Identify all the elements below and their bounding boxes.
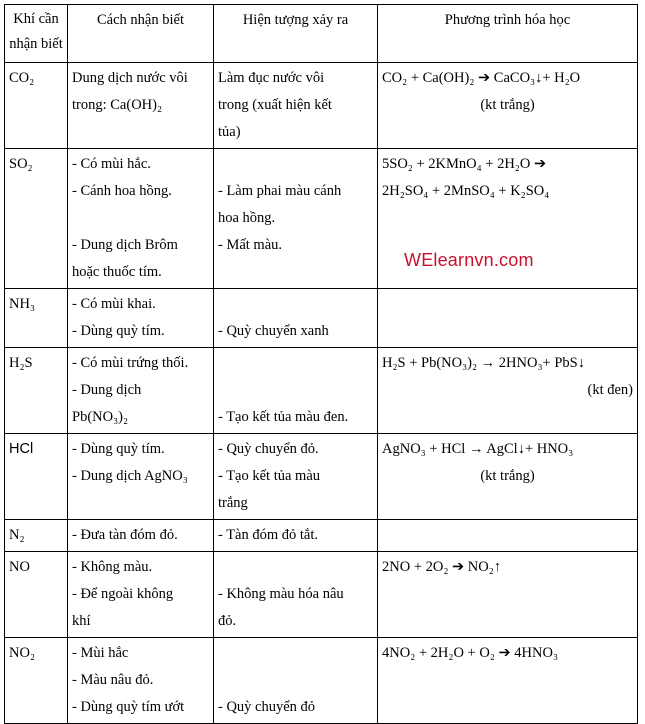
table-row [5,434,638,520]
phenomenon-cell [214,552,378,638]
equation-note: (kt trắng) [480,468,535,484]
phenomenon-line: - Tạo kết tủa màu đen. [218,409,349,425]
table-row [5,63,638,149]
equation-line: 4NO₂ + 2H₂O + O₂ ➔ 4HNO₃ [382,645,558,661]
header-equation [378,5,638,63]
table-row [5,149,638,289]
watermark: WElearnvn.com [404,250,534,270]
phenomenon-cell [214,289,378,348]
equation-note: (kt trắng) [480,97,535,113]
method-line: - Dung dịch AgNO₃ [72,468,188,484]
gas-name: H₂S [9,355,33,371]
equation-line: 2H₂SO₄ + 2MnSO₄ + K₂SO₄ [382,183,550,199]
method-cell [68,638,214,724]
equation-line: 2NO + 2O₂ ➔ NO₂↑ [382,559,502,575]
gas-name: NH₃ [9,296,35,312]
method-cell [68,520,214,552]
phenomenon-line: hoa hồng. [218,210,276,226]
phenomenon-line: đỏ. [218,613,237,629]
phenomenon-line: tủa) [218,124,241,140]
table-row [5,348,638,434]
gas-name: NO₂ [9,645,35,661]
header-gas-text: Khí cần nhận biết [9,11,63,52]
method-line: - Dùng quỳ tím ướt [72,699,185,715]
gas-name: N₂ [9,527,25,543]
method-cell [68,63,214,149]
phenomenon-line: - Làm phai màu cánh [218,183,342,199]
phenomenon-cell [214,520,378,552]
equation-line: 5SO₂ + 2KMnO₄ + 2H₂O ➔ [382,156,547,172]
phenomenon-line: - Quỳ chuyển xanh [218,323,329,339]
equation-cell [378,348,638,434]
method-line: - Cánh hoa hồng. [72,183,172,199]
gas-identification-table [4,4,638,724]
table-row [5,638,638,724]
phenomenon-line: trong (xuất hiện kết [218,97,332,113]
gas-name: CO₂ [9,70,35,86]
phenomenon-line: - Quỳ chuyển đỏ. [218,441,319,457]
gas-cell [5,289,68,348]
method-line: - Dung dịch Brôm [72,237,178,253]
method-line: - Đưa tàn đóm đỏ. [72,527,178,543]
phenomenon-cell [214,434,378,520]
method-line: Pb(NO₃)₂ [72,409,129,425]
gas-name: HCl [9,441,34,457]
gas-cell [5,638,68,724]
equation-cell [378,552,638,638]
method-line: - Để ngoài không [72,586,174,602]
method-cell [68,348,214,434]
gas-name: SO₂ [9,156,33,172]
method-line: - Dung dịch [72,382,142,398]
gas-cell [5,552,68,638]
method-line: - Dùng quỳ tím. [72,323,165,339]
phenomenon-cell [214,348,378,434]
table-row [5,289,638,348]
gas-cell [5,149,68,289]
method-cell [68,149,214,289]
method-line: trong: Ca(OH)₂ [72,97,163,113]
method-line: - Có mùi trứng thối. [72,355,189,371]
header-phenomenon-text: Hiện tượng xảy ra [242,12,349,28]
header-method-text: Cách nhận biết [97,12,184,28]
gas-cell [5,348,68,434]
header-row [5,5,638,63]
method-line: hoặc thuốc tím. [72,264,162,280]
phenomenon-cell [214,638,378,724]
phenomenon-cell [214,63,378,149]
method-cell [68,552,214,638]
header-equation-text: Phương trình hóa học [444,12,571,28]
method-line: - Có mùi khai. [72,296,156,312]
phenomenon-line: - Quỳ chuyển đỏ [218,699,316,715]
method-line: Dung dịch nước vôi [72,70,188,86]
equation-cell [378,520,638,552]
header-method [68,5,214,63]
header-gas [5,5,68,63]
equation-cell [378,289,638,348]
equation-cell [378,434,638,520]
phenomenon-cell [214,149,378,289]
method-line: - Mùi hắc [72,645,129,661]
table-row [5,552,638,638]
method-line: - Có mùi hắc. [72,156,151,172]
method-line: - Dùng quỳ tím. [72,441,165,457]
phenomenon-line: - Mất màu. [218,237,283,253]
method-cell [68,434,214,520]
phenomenon-line: - Tạo kết tủa màu [218,468,321,484]
gas-cell [5,63,68,149]
header-phenomenon [214,5,378,63]
method-line: - Màu nâu đỏ. [72,672,154,688]
phenomenon-line: - Tàn đóm đỏ tắt. [218,527,319,543]
gas-cell [5,434,68,520]
gas-cell [5,520,68,552]
table-row [5,520,638,552]
equation-line: H₂S + Pb(NO₃)₂ → 2HNO₃+ PbS↓ [382,355,585,371]
equation-line: AgNO₃ + HCl → AgCl↓+ HNO₃ [382,441,574,457]
phenomenon-line: Làm đục nước vôi [218,70,325,86]
phenomenon-line: trắng [218,495,248,511]
phenomenon-line: - Không màu hóa nâu [218,586,344,602]
equation-note: (kt đen) [587,382,633,398]
equation-cell [378,638,638,724]
equation-line: CO₂ + Ca(OH)₂ ➔ CaCO₃↓+ H₂O [382,70,581,86]
method-cell [68,289,214,348]
method-line: khí [72,613,91,629]
method-line: - Không màu. [72,559,153,575]
gas-name: NO [9,559,30,575]
equation-cell [378,63,638,149]
